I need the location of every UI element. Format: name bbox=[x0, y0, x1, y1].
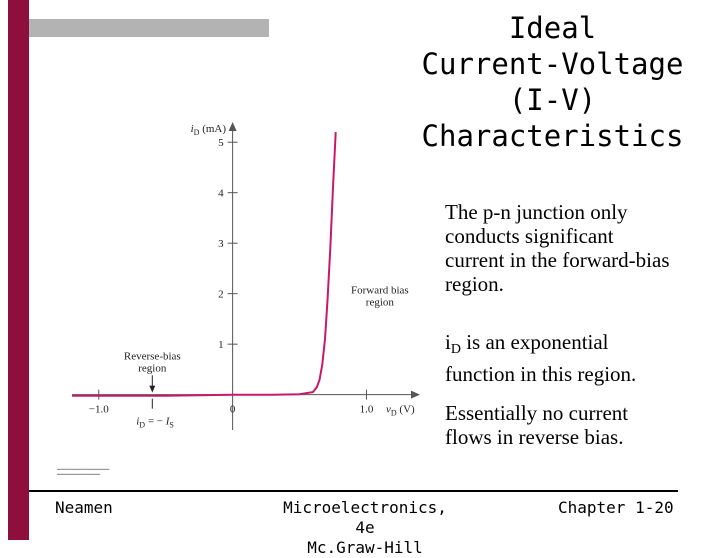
bullet-text: i bbox=[445, 330, 451, 354]
footer-page: Chapter 1-20 bbox=[558, 498, 674, 517]
y-tick-label: 1 bbox=[218, 339, 224, 352]
slide-title bbox=[420, 10, 685, 154]
footer-rule bbox=[29, 490, 678, 492]
footer-author: Neamen bbox=[55, 498, 113, 517]
annotation-label: region bbox=[365, 296, 394, 309]
y-axis-label: $i_D$ (mA) bbox=[190, 123, 227, 137]
annotation-label: Forward bias bbox=[350, 284, 409, 297]
chart-labels bbox=[124, 123, 415, 430]
y-axis-arrowhead bbox=[229, 122, 237, 131]
bullet-reverse-bias bbox=[445, 401, 675, 449]
bullet-forward-bias bbox=[445, 200, 675, 296]
iv-curve bbox=[72, 132, 336, 396]
x-tick-label: 1.0 bbox=[359, 403, 374, 416]
reverse-bias-arrowhead bbox=[149, 386, 155, 393]
accent-sidebar bbox=[8, 0, 29, 540]
iv-characteristic-chart bbox=[40, 110, 425, 460]
x-axis-arrowhead bbox=[411, 391, 420, 399]
chart-ticks bbox=[89, 137, 374, 415]
reverse-current-label: $i_D$ = − $I_S$ bbox=[136, 415, 174, 430]
title-line: (I-V) bbox=[508, 83, 597, 117]
top-decor-rule bbox=[29, 19, 269, 37]
chart-axes bbox=[72, 122, 420, 430]
y-tick-label: 2 bbox=[218, 288, 224, 301]
bullet-subscript: D bbox=[450, 342, 461, 357]
title-line: Characteristics bbox=[421, 119, 684, 153]
title-line: Current-Voltage bbox=[421, 47, 684, 81]
bullet-text: is an exponential function in this region. bbox=[445, 330, 637, 386]
copyright-fineprint: ▂▂▂▂▂▂▂▂▂▂▂▂▂▂▂▂▂ ▂▂▂▂▂▂▂▂▂▂▂▂▂▂ bbox=[57, 465, 110, 475]
bullet-exponential bbox=[445, 330, 675, 386]
bullet-text: The p-n junction only conducts significant current in the forward-bias region. bbox=[445, 200, 670, 296]
y-tick-label: 3 bbox=[218, 238, 224, 251]
footer-book bbox=[275, 498, 455, 558]
annotation-label: region bbox=[138, 362, 167, 375]
x-axis-label: $v_D$ (V) bbox=[386, 403, 415, 418]
x-tick-label: −1.0 bbox=[88, 403, 109, 416]
bullet-text: Essentially no current flows in reverse bias. bbox=[445, 401, 629, 449]
footer-book-title: Microelectronics, 4e bbox=[283, 498, 447, 537]
title-line: Ideal bbox=[508, 11, 597, 45]
x-tick-label: 0 bbox=[229, 403, 236, 416]
chart-curves bbox=[72, 132, 336, 396]
y-tick-label: 4 bbox=[218, 187, 224, 200]
footer-publisher: Mc.Graw-Hill bbox=[307, 538, 423, 557]
y-tick-label: 5 bbox=[218, 137, 224, 150]
annotation-label: Reverse-bias bbox=[123, 350, 181, 363]
